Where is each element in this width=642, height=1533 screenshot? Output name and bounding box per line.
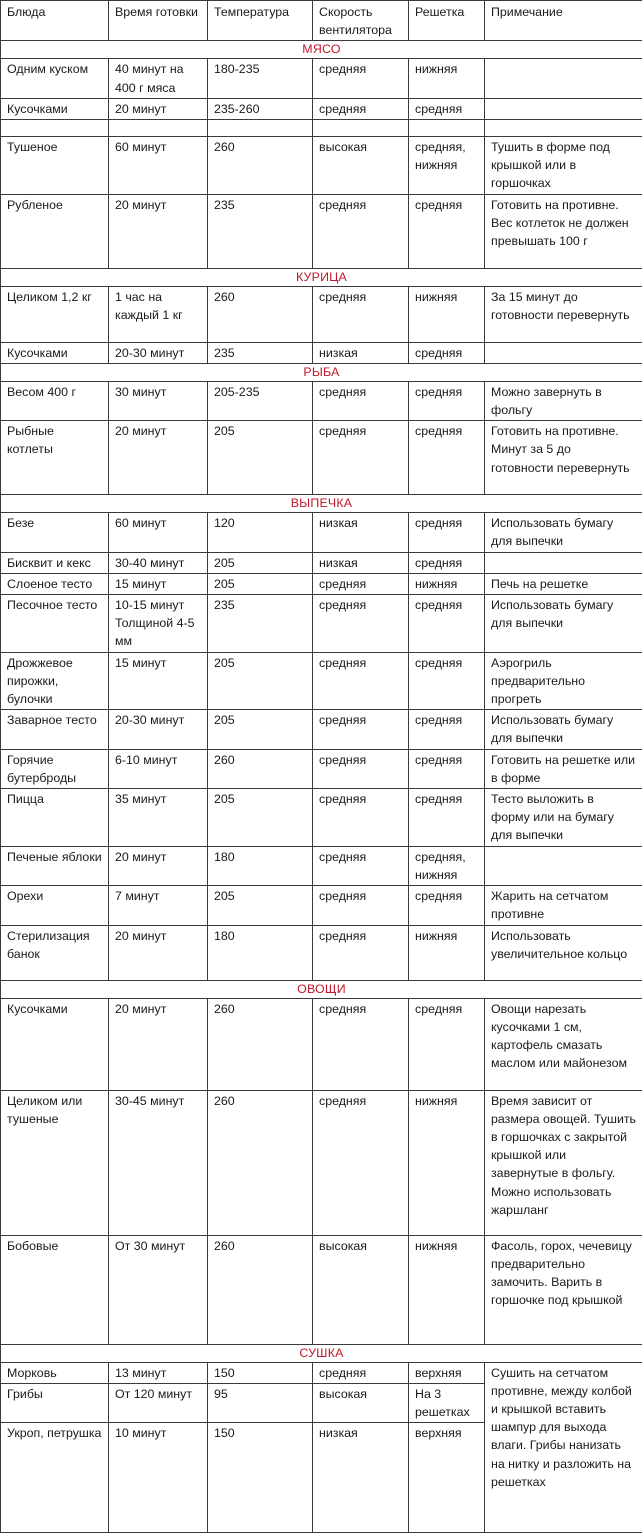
dish-cell: Слоеное тесто — [1, 573, 109, 594]
table-row — [1, 998, 642, 1090]
fan-cell: средняя — [313, 573, 409, 594]
dish-cell: Целиком или тушеные — [1, 1090, 109, 1235]
rack-cell: средняя — [409, 194, 485, 268]
section-title: СУШКА — [1, 1344, 642, 1362]
time-cell: 13 минут — [109, 1362, 208, 1383]
dish-cell: Весом 400 г — [1, 381, 109, 420]
table-row — [1, 98, 642, 119]
note-cell: Использовать увеличительное кольцо — [485, 925, 642, 980]
rack-cell: верхняя — [409, 1423, 485, 1533]
note-cell: Готовить на решетке или в форме — [485, 749, 642, 788]
section-title: МЯСО — [1, 41, 642, 59]
temp-cell: 260 — [208, 286, 313, 342]
table-row — [1, 749, 642, 788]
dish-cell: Морковь — [1, 1362, 109, 1383]
section-row — [1, 363, 642, 381]
note-cell: Овощи нарезать кусочками 1 см, картофель смазать маслом или майонезом — [485, 998, 642, 1090]
table-row — [1, 421, 642, 495]
header-time: Время готовки — [109, 1, 208, 41]
temp-cell: 260 — [208, 1235, 313, 1344]
fan-cell: высокая — [313, 137, 409, 195]
note-cell: Использовать бумагу для выпечки — [485, 513, 642, 552]
temp-cell: 205 — [208, 886, 313, 925]
time-cell: 20-30 минут — [109, 710, 208, 749]
time-cell: 20 минут — [109, 194, 208, 268]
temp-cell: 235 — [208, 194, 313, 268]
note-cell — [485, 846, 642, 885]
rack-cell: нижняя — [409, 1090, 485, 1235]
dish-cell: Горячие бутерброды — [1, 749, 109, 788]
table-row — [1, 710, 642, 749]
dish-cell: Кусочками — [1, 342, 109, 363]
time-cell: 7 минут — [109, 886, 208, 925]
fan-cell: низкая — [313, 513, 409, 552]
time-cell: 40 минут на 400 г мяса — [109, 59, 208, 98]
header-rack: Решетка — [409, 1, 485, 41]
header-note: Примечание — [485, 1, 642, 41]
note-cell — [485, 342, 642, 363]
time-cell: 30-45 минут — [109, 1090, 208, 1235]
table-row — [1, 886, 642, 925]
rack-cell: средняя — [409, 789, 485, 847]
section-title: КУРИЦА — [1, 268, 642, 286]
time-cell: 20-30 минут — [109, 342, 208, 363]
time-cell: 20 минут — [109, 421, 208, 495]
note-cell: Аэрогриль предварительно прогреть — [485, 652, 642, 710]
time-cell: От 120 минут — [109, 1383, 208, 1422]
dish-cell: Укроп, петрушка — [1, 1423, 109, 1533]
time-cell: 6-10 минут — [109, 749, 208, 788]
rack-cell: верхняя — [409, 1362, 485, 1383]
dish-cell: Целиком 1,2 кг — [1, 286, 109, 342]
fan-cell: средняя — [313, 710, 409, 749]
dish-cell: Безе — [1, 513, 109, 552]
dish-cell: Грибы — [1, 1383, 109, 1422]
note-cell: Можно завернуть в фольгу — [485, 381, 642, 420]
table-row — [1, 1235, 642, 1344]
fan-cell: средняя — [313, 789, 409, 847]
rack-cell: средняя, нижняя — [409, 137, 485, 195]
section-row — [1, 268, 642, 286]
section-title: ОВОЩИ — [1, 980, 642, 998]
time-cell: 35 минут — [109, 789, 208, 847]
fan-cell: средняя — [313, 652, 409, 710]
time-cell: 15 минут — [109, 652, 208, 710]
fan-cell: средняя — [313, 925, 409, 980]
temp-cell — [208, 120, 313, 137]
fan-cell: высокая — [313, 1235, 409, 1344]
temp-cell: 180-235 — [208, 59, 313, 98]
rack-cell: нижняя — [409, 59, 485, 98]
rack-cell: средняя — [409, 421, 485, 495]
temp-cell: 235-260 — [208, 98, 313, 119]
dish-cell: Рубленое — [1, 194, 109, 268]
rack-cell: нижняя — [409, 286, 485, 342]
section-row — [1, 495, 642, 513]
temp-cell: 235 — [208, 342, 313, 363]
time-cell: 20 минут — [109, 998, 208, 1090]
note-cell: Печь на решетке — [485, 573, 642, 594]
note-cell — [485, 120, 642, 137]
fan-cell: средняя — [313, 998, 409, 1090]
fan-cell: средняя — [313, 381, 409, 420]
rack-cell: средняя — [409, 595, 485, 653]
dish-cell: Кусочками — [1, 98, 109, 119]
note-cell: Использовать бумагу для выпечки — [485, 710, 642, 749]
time-cell: 30 минут — [109, 381, 208, 420]
dish-cell: Печеные яблоки — [1, 846, 109, 885]
header-temp: Температура — [208, 1, 313, 41]
note-cell: Жарить на сетчатом противне — [485, 886, 642, 925]
time-cell: 60 минут — [109, 513, 208, 552]
table-row — [1, 513, 642, 552]
fan-cell: низкая — [313, 1423, 409, 1533]
dish-cell: Бобовые — [1, 1235, 109, 1344]
time-cell: От 30 минут — [109, 1235, 208, 1344]
section-row — [1, 980, 642, 998]
note-cell: Тесто выложить в форму или на бумагу для выпечки — [485, 789, 642, 847]
temp-cell: 205 — [208, 710, 313, 749]
time-cell: 20 минут — [109, 846, 208, 885]
time-cell: 15 минут — [109, 573, 208, 594]
table-row — [1, 342, 642, 363]
time-cell — [109, 120, 208, 137]
table-row — [1, 137, 642, 195]
rack-cell: нижняя — [409, 1235, 485, 1344]
time-cell: 10-15 минут Толщиной 4-5 мм — [109, 595, 208, 653]
fan-cell: средняя — [313, 59, 409, 98]
temp-cell: 260 — [208, 749, 313, 788]
temp-cell: 235 — [208, 595, 313, 653]
fan-cell: средняя — [313, 194, 409, 268]
dish-cell: Рыбные котлеты — [1, 421, 109, 495]
dish-cell: Песочное тесто — [1, 595, 109, 653]
temp-cell: 205 — [208, 573, 313, 594]
rack-cell: средняя — [409, 513, 485, 552]
rack-cell: средняя — [409, 710, 485, 749]
note-cell: Время зависит от размера овощей. Тушить в горшочках с закрытой крышкой или завернутые в фольгу. Можно использовать жаршланг — [485, 1090, 642, 1235]
dish-cell: Заварное тесто — [1, 710, 109, 749]
fan-cell: средняя — [313, 286, 409, 342]
fan-cell: низкая — [313, 552, 409, 573]
table-row — [1, 1090, 642, 1235]
rack-cell: средняя — [409, 342, 485, 363]
rack-cell: средняя — [409, 652, 485, 710]
note-cell: За 15 минут до готовности перевернуть — [485, 286, 642, 342]
temp-cell: 95 — [208, 1383, 313, 1422]
dish-cell: Дрожжевое пирожки, булочки — [1, 652, 109, 710]
table-row — [1, 120, 642, 137]
rack-cell: средняя — [409, 998, 485, 1090]
rack-cell: средняя — [409, 749, 485, 788]
header-fan: Скорость вентилятора — [313, 1, 409, 41]
rack-cell: средняя, нижняя — [409, 846, 485, 885]
table-row — [1, 652, 642, 710]
fan-cell: средняя — [313, 1362, 409, 1383]
temp-cell: 205 — [208, 789, 313, 847]
section-row — [1, 41, 642, 59]
header-row — [1, 1, 642, 41]
rack-cell: средняя — [409, 886, 485, 925]
table-row — [1, 846, 642, 885]
table-row — [1, 595, 642, 653]
fan-cell: средняя — [313, 421, 409, 495]
table-row — [1, 925, 642, 980]
fan-cell: средняя — [313, 1090, 409, 1235]
note-cell: Готовить на противне. Вес котлеток не должен превышать 100 г — [485, 194, 642, 268]
table-row — [1, 573, 642, 594]
time-cell: 30-40 минут — [109, 552, 208, 573]
note-cell: Тушить в форме под крышкой или в горшочках — [485, 137, 642, 195]
note-cell: Фасоль, горох, чечевицу предварительно замочить. Варить в горшочке под крышкой — [485, 1235, 642, 1344]
dish-cell: Одним куском — [1, 59, 109, 98]
temp-cell: 260 — [208, 1090, 313, 1235]
temp-cell: 150 — [208, 1423, 313, 1533]
note-cell — [485, 552, 642, 573]
dish-cell: Пицца — [1, 789, 109, 847]
header-dish: Блюда — [1, 1, 109, 41]
table-row — [1, 1362, 642, 1383]
table-row — [1, 194, 642, 268]
dish-cell: Тушеное — [1, 137, 109, 195]
rack-cell: нижняя — [409, 925, 485, 980]
dish-cell: Орехи — [1, 886, 109, 925]
note-cell: Сушить на сетчатом противне, между колбой и крышкой вставить шампур для выхода влаги. Грибы нанизать на нитку и разложить на решетках — [485, 1362, 642, 1533]
dish-cell: Стерилизация банок — [1, 925, 109, 980]
time-cell: 1 час на каждый 1 кг — [109, 286, 208, 342]
time-cell: 20 минут — [109, 98, 208, 119]
temp-cell: 120 — [208, 513, 313, 552]
fan-cell — [313, 120, 409, 137]
note-cell: Использовать бумагу для выпечки — [485, 595, 642, 653]
temp-cell: 180 — [208, 925, 313, 980]
dish-cell — [1, 120, 109, 137]
rack-cell: нижняя — [409, 573, 485, 594]
table-row — [1, 552, 642, 573]
time-cell: 60 минут — [109, 137, 208, 195]
fan-cell: средняя — [313, 886, 409, 925]
fan-cell: средняя — [313, 749, 409, 788]
fan-cell: средняя — [313, 846, 409, 885]
fan-cell: средняя — [313, 595, 409, 653]
time-cell: 20 минут — [109, 925, 208, 980]
fan-cell: средняя — [313, 98, 409, 119]
section-title: РЫБА — [1, 363, 642, 381]
rack-cell: средняя — [409, 381, 485, 420]
temp-cell: 260 — [208, 137, 313, 195]
rack-cell — [409, 120, 485, 137]
temp-cell: 205 — [208, 652, 313, 710]
time-cell: 10 минут — [109, 1423, 208, 1533]
table-row — [1, 789, 642, 847]
rack-cell: средняя — [409, 552, 485, 573]
table-row — [1, 286, 642, 342]
temp-cell: 205 — [208, 421, 313, 495]
temp-cell: 260 — [208, 998, 313, 1090]
temp-cell: 205 — [208, 552, 313, 573]
temp-cell: 205-235 — [208, 381, 313, 420]
dish-cell: Бисквит и кекс — [1, 552, 109, 573]
temp-cell: 180 — [208, 846, 313, 885]
note-cell — [485, 59, 642, 98]
note-cell — [485, 98, 642, 119]
table-row — [1, 59, 642, 98]
rack-cell: На 3 решетках — [409, 1383, 485, 1422]
section-row — [1, 1344, 642, 1362]
fan-cell: высокая — [313, 1383, 409, 1422]
section-title: ВЫПЕЧКА — [1, 495, 642, 513]
fan-cell: низкая — [313, 342, 409, 363]
table-row — [1, 381, 642, 420]
dish-cell: Кусочками — [1, 998, 109, 1090]
rack-cell: средняя — [409, 98, 485, 119]
note-cell: Готовить на противне. Минут за 5 до готовности перевернуть — [485, 421, 642, 495]
temp-cell: 150 — [208, 1362, 313, 1383]
